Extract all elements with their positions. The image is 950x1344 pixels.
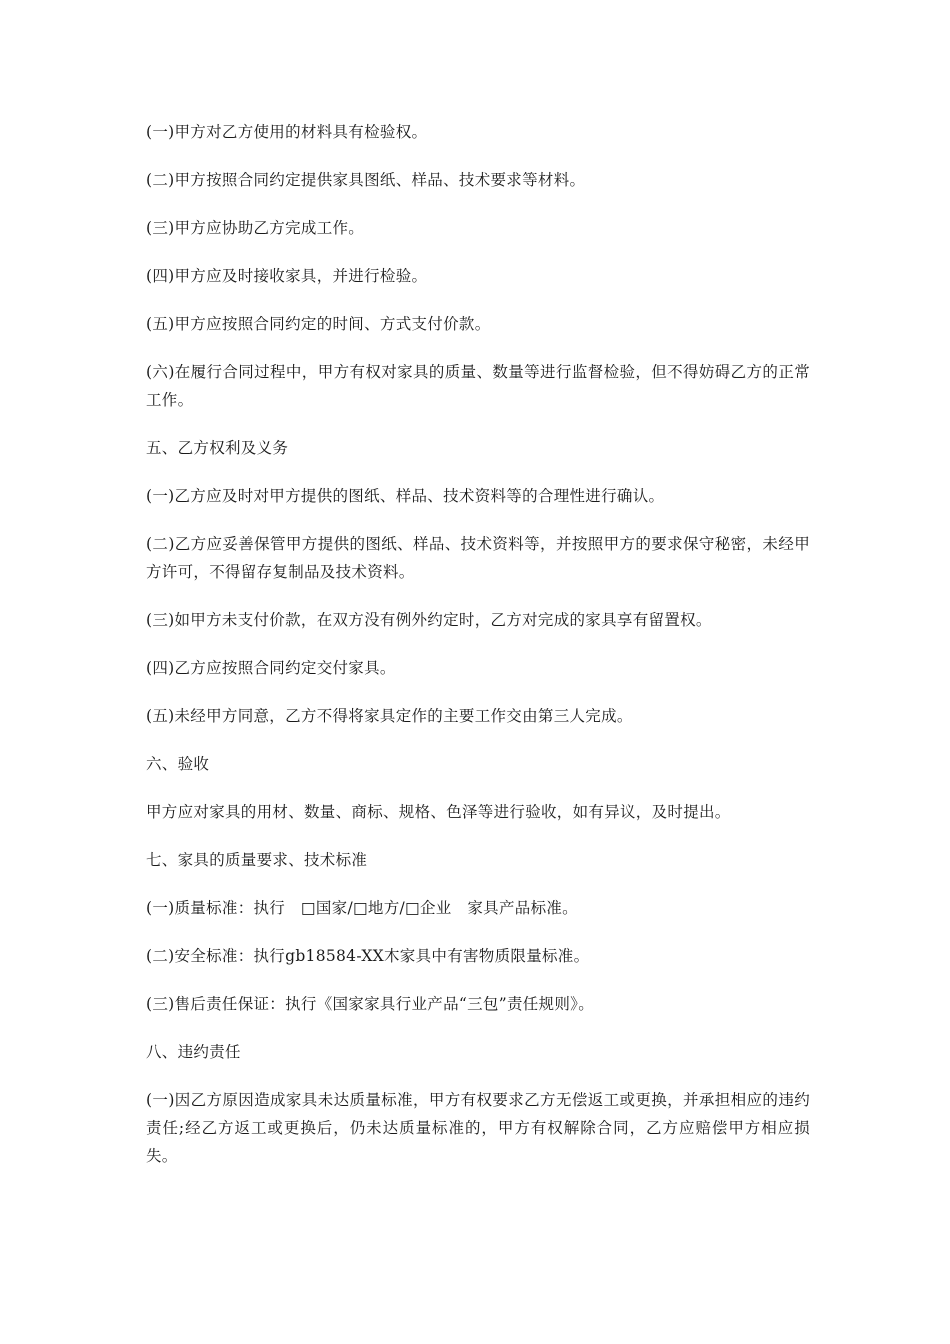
clause-7-a: (一)质量标准：执行 □国家/□地方/□企业 家具产品标准。 <box>146 899 578 917</box>
clause-1-d: (四)甲方应及时接收家具，并进行检验。 <box>146 267 428 285</box>
clause-5-a: (一)乙方应及时对甲方提供的图纸、样品、技术资料等的合理性进行确认。 <box>146 487 665 505</box>
clause-1-c: (三)甲方应协助乙方完成工作。 <box>146 219 365 237</box>
section-heading-7: 七、家具的质量要求、技术标准 <box>146 851 368 869</box>
clause-7-b: (二)安全标准：执行gb18584-XX木家具中有害物质限量标准。 <box>146 947 590 965</box>
clause-1-b: (二)甲方按照合同约定提供家具图纸、样品、技术要求等材料。 <box>146 171 586 189</box>
clause-5-e: (五)未经甲方同意，乙方不得将家具定作的主要工作交由第三人完成。 <box>146 707 633 725</box>
clause-1-e: (五)甲方应按照合同约定的时间、方式支付价款。 <box>146 315 491 333</box>
clause-6-body: 甲方应对家具的用材、数量、商标、规格、色泽等进行验收，如有异议，及时提出。 <box>146 803 731 821</box>
clause-5-c: (三)如甲方未支付价款，在双方没有例外约定时，乙方对完成的家具享有留置权。 <box>146 611 712 629</box>
clause-1-a: (一)甲方对乙方使用的材料具有检验权。 <box>146 123 428 141</box>
section-heading-8: 八、违约责任 <box>146 1043 241 1061</box>
clause-5-d: (四)乙方应按照合同约定交付家具。 <box>146 659 396 677</box>
document-page <box>146 118 810 1190</box>
clause-1-f: (六)在履行合同过程中，甲方有权对家具的质量、数量等进行监督检验，但不得妨碍乙方的正常工作。 <box>146 363 810 409</box>
clause-8-a: (一)因乙方原因造成家具未达质量标准，甲方有权要求乙方无偿返工或更换，并承担相应的违约责任;经乙方返工或更换后，仍未达质量标准的，甲方有权解除合同，乙方应赔偿甲方相应损失。 <box>146 1091 810 1165</box>
section-heading-6: 六、验收 <box>146 755 210 773</box>
clause-5-b: (二)乙方应妥善保管甲方提供的图纸、样品、技术资料等，并按照甲方的要求保守秘密，未经甲方许可，不得留存复制品及技术资料。 <box>146 535 810 581</box>
clause-7-c: (三)售后责任保证：执行《国家家具行业产品“三包”责任规则》。 <box>146 995 594 1013</box>
section-heading-5: 五、乙方权利及义务 <box>146 439 289 457</box>
